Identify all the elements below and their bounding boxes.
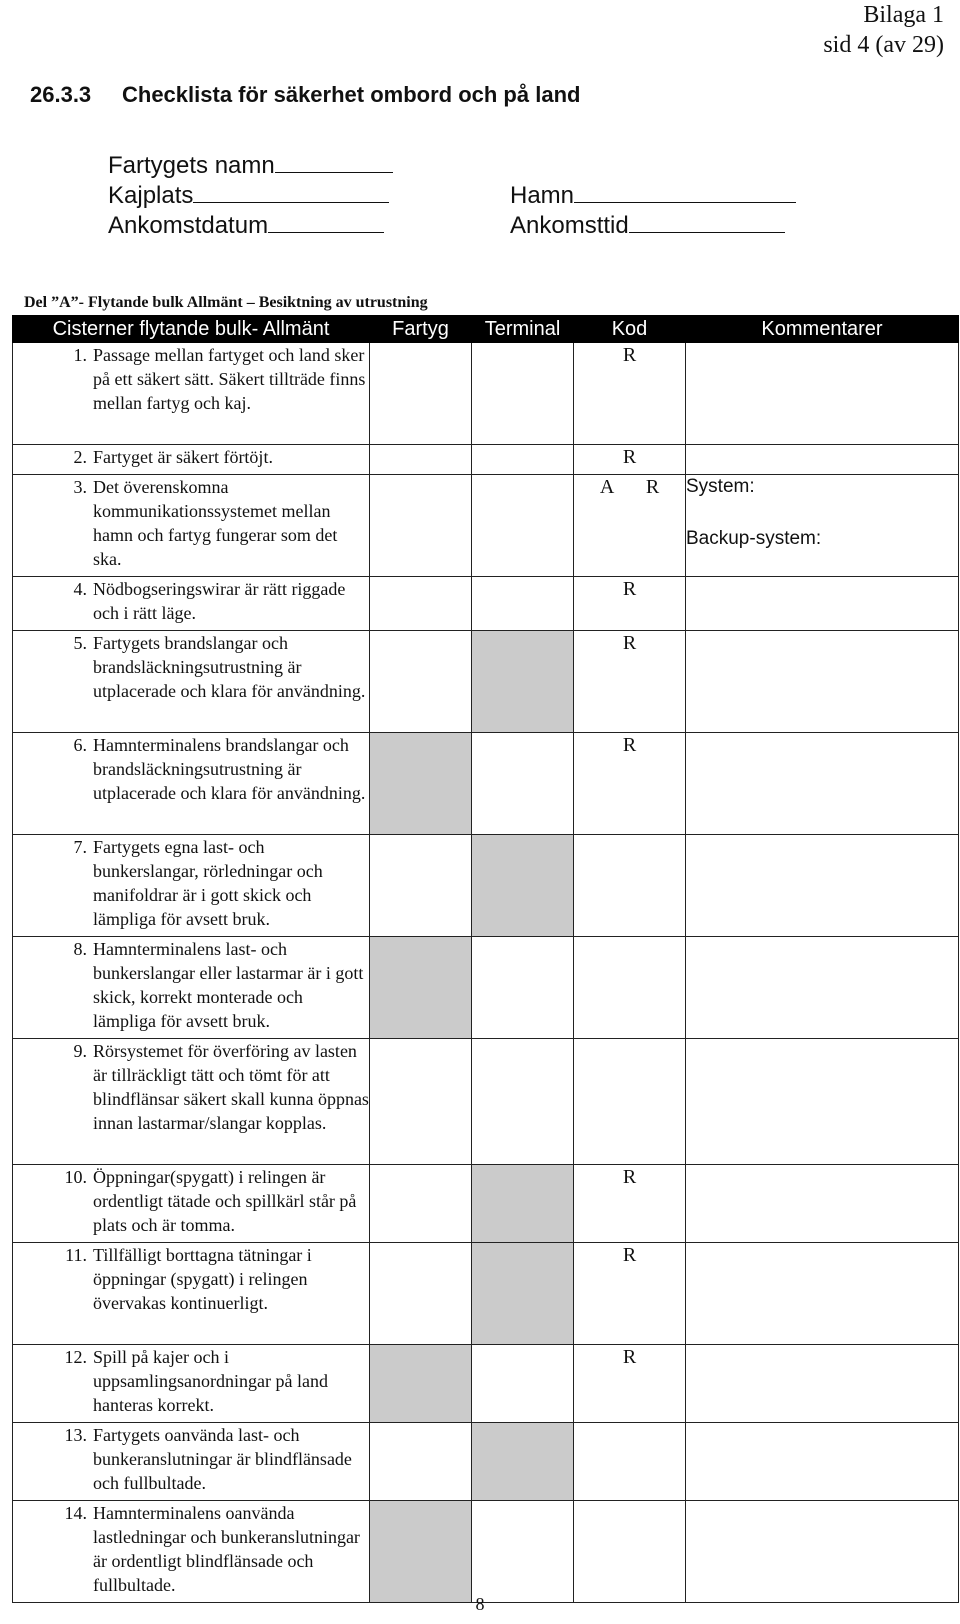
item-text: Fartygets brandslangar och brandsläckningsutrustning är utplacerade och klara för användning. [93,633,366,701]
checklist-item-cell [13,1165,370,1243]
fartyg-check-cell[interactable] [370,577,472,631]
kommentar-cell[interactable] [686,577,959,631]
terminal-check-cell [472,1165,574,1243]
item-number: 9. [73,1041,87,1061]
kod-cell [574,475,686,577]
item-text: Fartygets egna last- och bunkerslangar, rörledningar och manifoldrar är i gott skick och lämpliga för avsett bruk. [93,837,323,929]
item-number: 10. [64,1167,87,1187]
page-of-total: sid 4 (av 29) [823,32,944,58]
kommentar-cell[interactable] [686,445,959,475]
terminal-check-cell [472,1243,574,1345]
kod-value: R [622,344,637,366]
table-row [13,1039,959,1165]
checklist-item-cell [13,937,370,1039]
checklist-item-cell [13,1345,370,1423]
kod-value: R [622,1244,637,1266]
section-number: 26.3.3 [30,82,92,107]
terminal-check-cell[interactable] [472,1039,574,1165]
item-text: Spill på kajer och i uppsamlingsanordningar på land hanteras korrekt. [93,1347,328,1415]
kod-value: R [622,734,637,756]
kommentar-cell[interactable] [686,343,959,445]
document-header [823,0,944,60]
checklist-item-cell [13,475,370,577]
ship-name-field[interactable] [275,150,393,173]
terminal-check-cell[interactable] [472,343,574,445]
table-row [13,1423,959,1501]
checklist-item-cell [13,631,370,733]
checklist-item-cell [13,1039,370,1165]
kod-value: R [622,1346,637,1368]
section-heading [30,82,580,108]
kod-cell [574,1039,686,1165]
item-text: Passage mellan fartyget och land sker på ett säkert sätt. Säkert tillträde finns mellan fartyg och kaj. [93,345,366,413]
kod-value: R [622,578,637,600]
item-text: Fartygets oanvända last- och bunkeranslutningar är blindflänsade och fullbultade. [93,1425,352,1493]
kommentar-cell[interactable] [686,1501,959,1603]
terminal-check-cell[interactable] [472,1501,574,1603]
fartyg-check-cell [370,937,472,1039]
table-row [13,343,959,445]
table-row [13,1345,959,1423]
kod-a: A [599,476,615,498]
kommentar-cell[interactable] [686,1345,959,1423]
fartyg-check-cell[interactable] [370,1039,472,1165]
fartyg-check-cell[interactable] [370,1423,472,1501]
item-text: Öppningar(spygatt) i relingen är ordentligt tätade och spillkärl står på plats och är tomma. [93,1167,357,1235]
table-row [13,937,959,1039]
arrival-date-field[interactable] [268,210,384,233]
fartyg-check-cell[interactable] [370,1243,472,1345]
kommentar-cell[interactable] [686,733,959,835]
kod-cell [574,1423,686,1501]
kommentar-cell[interactable] [686,937,959,1039]
kod-value: R [622,446,637,468]
table-row [13,835,959,937]
item-number: 5. [73,633,87,653]
kod-cell [574,1345,686,1423]
kommentar-cell[interactable] [686,1243,959,1345]
kod-cell [574,1501,686,1603]
fartyg-check-cell[interactable] [370,835,472,937]
item-number: 11. [65,1245,87,1265]
kod-cell [574,577,686,631]
item-text: Rörsystemet för överföring av lasten är tillräckligt tätt och tömt för att blindflänsar säkert skall kunna öppnas innan lastarmar/slangar kopplas. [93,1041,369,1133]
section-title: Checklista för säkerhet ombord och på land [122,82,581,107]
item-number: 3. [73,477,87,497]
item-number: 1. [73,345,87,365]
fartyg-check-cell[interactable] [370,631,472,733]
table-row [13,445,959,475]
ship-name-line [108,150,393,181]
port-field[interactable] [574,180,796,203]
item-number: 7. [73,837,87,857]
kommentar-cell[interactable] [686,835,959,937]
kod-cell [574,343,686,445]
kommentar-cell[interactable] [686,1423,959,1501]
item-number: 12. [64,1347,87,1367]
arrival-time-line [510,210,785,241]
kod-value: R [645,476,660,498]
item-number: 13. [64,1425,87,1445]
terminal-check-cell [472,835,574,937]
table-row [13,1243,959,1345]
col-header-kod: Kod [574,316,686,343]
item-text: Hamnterminalens last- och bunkerslangar eller lastarmar är i gott skick, korrekt monterade och lämpliga för avsett bruk. [93,939,364,1031]
checklist-item-cell [13,445,370,475]
fartyg-check-cell[interactable] [370,475,472,577]
col-header-item: Cisterner flytande bulk- Allmänt [13,316,370,343]
berth-field[interactable] [193,180,389,203]
col-header-terminal: Terminal [472,316,574,343]
terminal-check-cell[interactable] [472,475,574,577]
kod-cell [574,1165,686,1243]
terminal-check-cell [472,631,574,733]
kod-cell [574,733,686,835]
item-text: Fartyget är säkert förtöjt. [93,447,273,467]
item-text: Tillfälligt borttagna tätningar i öppningar (spygatt) i relingen övervakas kontinuerligt. [93,1245,312,1313]
item-number: 6. [73,735,87,755]
kod-cell [574,445,686,475]
table-header-row [13,316,959,343]
terminal-check-cell[interactable] [472,577,574,631]
checklist-item-cell [13,1501,370,1603]
terminal-check-cell[interactable] [472,445,574,475]
checklist-item-cell [13,577,370,631]
item-number: 4. [73,579,87,599]
checklist-item-cell [13,733,370,835]
kod-value: R [622,1166,637,1188]
table-row [13,475,959,577]
kod-value: R [622,632,637,654]
checklist-item-cell [13,1423,370,1501]
berth-label: Kajplats [108,182,194,209]
item-number: 2. [73,447,87,467]
terminal-check-cell [472,1423,574,1501]
ship-name-label: Fartygets namn [108,152,275,179]
port-label: Hamn [510,182,575,209]
kommentar-cell[interactable] [686,1039,959,1165]
fartyg-check-cell [370,733,472,835]
terminal-check-cell[interactable] [472,937,574,1039]
bilaga-label: Bilaga 1 [863,2,944,28]
part-heading: Del ”A”- Flytande bulk Allmänt – Besiktning av utrustning [24,294,428,311]
item-number: 8. [73,939,87,959]
table-row [13,577,959,631]
terminal-check-cell[interactable] [472,1345,574,1423]
col-header-kommentarer: Kommentarer [686,316,959,343]
table-row [13,631,959,733]
item-text: Hamnterminalens brandslangar och brandsläckningsutrustning är utplacerade och klara för användning. [93,735,366,803]
item-text: Hamnterminalens oanvända lastledningar och bunkeranslutningar är ordentligt blindflänsade och fullbultade. [93,1503,360,1595]
table-row [13,1165,959,1243]
item-text: Nödbogseringswirar är rätt riggade och i rätt läge. [93,579,346,623]
kod-cell [574,835,686,937]
page-number: 8 [475,1594,485,1614]
arrival-time-field[interactable] [629,210,785,233]
kommentar-cell[interactable] [686,631,959,733]
checklist-item-cell [13,835,370,937]
kod-cell [574,937,686,1039]
kod-cell [574,631,686,733]
fartyg-check-cell [370,1345,472,1423]
item-number: 14. [64,1503,87,1523]
berth-line [108,180,389,211]
col-header-fartyg: Fartyg [370,316,472,343]
backup-system-label: Backup-system: [686,528,822,549]
arrival-date-label: Ankomstdatum [108,212,269,239]
kommentar-cell[interactable] [686,1165,959,1243]
fartyg-check-cell [370,1501,472,1603]
arrival-time-label: Ankomsttid [510,212,629,239]
terminal-check-cell[interactable] [472,733,574,835]
system-label: System: [686,476,755,497]
checklist-item-cell [13,343,370,445]
kod-cell [574,1243,686,1345]
fartyg-check-cell[interactable] [370,343,472,445]
arrival-date-line [108,210,384,241]
item-text: Det överenskomna kommunikationssystemet mellan hamn och fartyg fungerar som det ska. [93,477,338,569]
fartyg-check-cell[interactable] [370,1165,472,1243]
table-row [13,1501,959,1603]
table-row [13,733,959,835]
checklist-item-cell [13,1243,370,1345]
kommentar-cell[interactable] [686,475,959,577]
checklist-table [12,315,959,1603]
fartyg-check-cell[interactable] [370,445,472,475]
port-line [510,180,796,211]
